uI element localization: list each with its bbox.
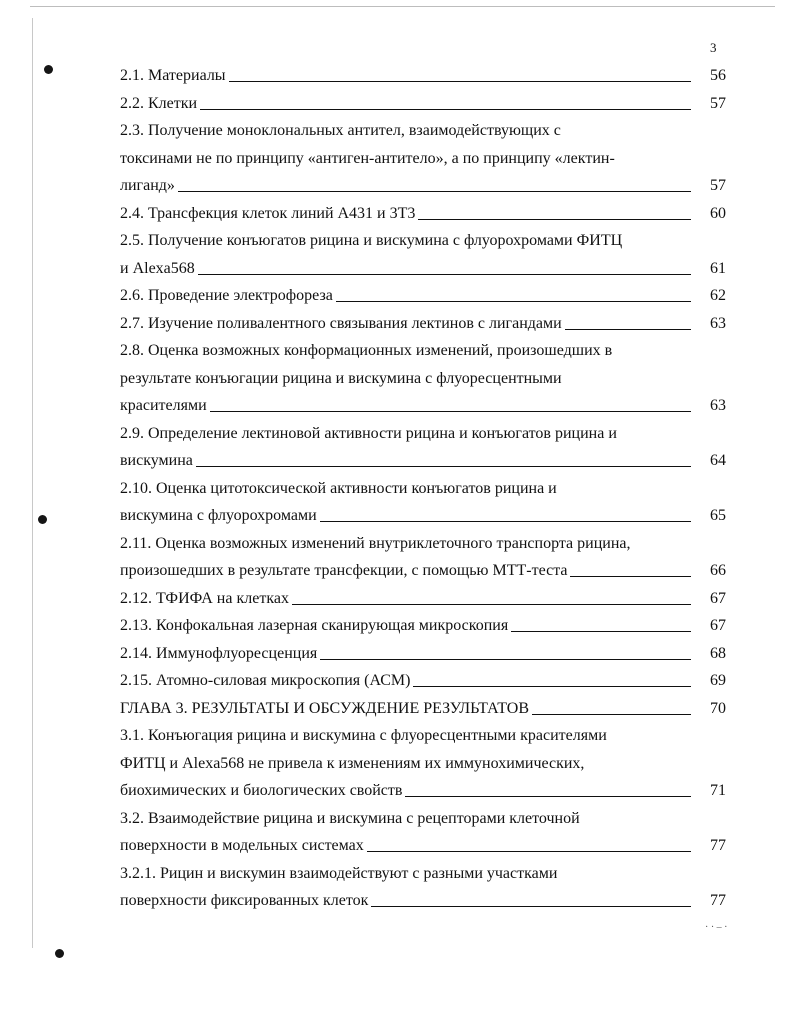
toc-entry-title-line: токсинами не по принципу «антиген-антитело», а по принципу «лектин- <box>120 149 615 167</box>
toc-entry-title-line: вискумина с флуорохромами <box>120 507 317 524</box>
page-number: 3 <box>710 40 717 55</box>
toc-entry-title-line: лиганд» <box>120 177 175 194</box>
toc-entry-last-line <box>120 887 726 915</box>
toc-entry-title-line: биохимических и биологических свойств <box>120 782 403 799</box>
dot-leader <box>229 81 691 82</box>
toc-entry-title-line: 2.11. Оценка возможных изменений внутриклеточного транспорта рицина, <box>120 534 631 552</box>
toc-page-number: 67 <box>710 617 726 634</box>
toc-entry <box>120 475 726 530</box>
toc-page-number: 71 <box>710 782 726 799</box>
toc-entry-title-line: 2.7. Изучение поливалентного связывания лектинов с лигандами <box>120 314 562 332</box>
scan-speck: · · ‒ · <box>705 922 728 933</box>
toc-entry-last-line <box>120 502 726 530</box>
toc-entry <box>120 667 726 695</box>
toc-entry-last-line <box>120 172 726 200</box>
toc-entry-last-line <box>120 255 726 283</box>
toc-entry-last-line <box>120 557 726 585</box>
toc-entry <box>120 640 726 668</box>
toc-entry <box>120 282 726 310</box>
dot-leader <box>320 659 691 660</box>
dot-leader <box>210 411 691 412</box>
toc-page-number: 61 <box>710 259 726 277</box>
toc-entry-last-line <box>120 777 726 805</box>
toc-page-number: 65 <box>710 507 726 524</box>
toc-entry-title-line: 2.10. Оценка цитотоксической активности конъюгатов рицина и <box>120 479 557 497</box>
toc-page-number: 57 <box>710 94 726 112</box>
toc-entry <box>120 420 726 475</box>
dot-leader <box>367 851 691 852</box>
toc-entry <box>120 695 726 723</box>
toc-entry <box>120 337 726 420</box>
toc-page-number: 63 <box>710 397 726 414</box>
toc-page-number: 68 <box>710 644 726 662</box>
toc-entry-title-line: 2.13. Конфокальная лазерная сканирующая микроскопия <box>120 617 509 634</box>
dot-leader <box>371 906 691 907</box>
toc-entry-title-line: произошедших в результате трансфекции, с помощью МТТ-теста <box>120 562 568 579</box>
toc-entry <box>120 200 726 228</box>
punch-hole-mark <box>44 65 53 74</box>
scan-border-top <box>30 6 775 7</box>
toc-entry-last-line <box>120 310 726 338</box>
toc-entry <box>120 805 726 860</box>
toc-page-number: 60 <box>710 204 726 222</box>
toc-page-number: 67 <box>710 589 726 607</box>
dot-leader <box>532 714 691 715</box>
dot-leader <box>418 219 691 220</box>
toc-page-number: 64 <box>710 452 726 469</box>
punch-hole-mark <box>55 949 64 958</box>
punch-hole-mark <box>38 515 47 524</box>
toc-entry-last-line <box>120 585 726 613</box>
dot-leader <box>178 191 691 192</box>
toc-entry-title-line: и Alexa568 <box>120 259 195 277</box>
toc-entry-title-line: 2.2. Клетки <box>120 94 198 112</box>
toc-entry-last-line <box>120 200 726 228</box>
dot-leader <box>196 466 691 467</box>
toc-entry-title-line: 2.6. Проведение электрофореза <box>120 287 333 304</box>
toc-entry-last-line <box>120 282 726 310</box>
toc-entry-title-line: ГЛАВА 3. РЕЗУЛЬТАТЫ И ОБСУЖДЕНИЕ РЕЗУЛЬТАТОВ <box>120 699 530 717</box>
dot-leader <box>570 576 691 577</box>
dot-leader <box>200 109 691 110</box>
toc-entry <box>120 310 726 338</box>
dot-leader <box>565 329 691 330</box>
toc-entry-title-line: 2.4. Трансфекция клеток линий А431 и 3Т3 <box>120 204 416 222</box>
toc-page-number: 66 <box>710 562 726 579</box>
toc-entry-title-line: вискумина <box>120 452 193 469</box>
toc-entry <box>120 227 726 282</box>
toc-entry-last-line <box>120 640 726 668</box>
dot-leader <box>320 521 691 522</box>
toc-entry <box>120 530 726 585</box>
toc-entry-title-line: 2.3. Получение моноклональных антител, взаимодействующих с <box>120 122 561 139</box>
toc-entry-title-line: 2.12. ТФИФА на клетках <box>120 589 289 607</box>
toc-entry-title-line: 2.1. Материалы <box>120 67 226 84</box>
toc-entry <box>120 90 726 118</box>
toc-entry-last-line <box>120 667 726 695</box>
toc-page-number: 63 <box>710 314 726 332</box>
toc-entry-last-line <box>120 90 726 118</box>
toc-entry-title-line: 3.1. Конъюгация рицина и вискумина с флуоресцентными красителями <box>120 727 607 744</box>
toc-entry-title-line: 2.9. Определение лектиновой активности рицина и конъюгатов рицина и <box>120 424 617 442</box>
dot-leader <box>405 796 691 797</box>
toc-entry-title-line: поверхности фиксированных клеток <box>120 892 369 909</box>
dot-leader <box>292 604 691 605</box>
dot-leader <box>511 631 691 632</box>
toc-entry-last-line <box>120 832 726 860</box>
toc-entry-last-line <box>120 695 726 723</box>
scan-border-left <box>32 18 33 948</box>
toc-entry-title-line: красителями <box>120 397 207 414</box>
toc-entry <box>120 722 726 805</box>
toc-entry <box>120 585 726 613</box>
table-of-contents <box>120 62 726 915</box>
toc-entry <box>120 860 726 915</box>
toc-entry-title-line: ФИТЦ и Alexa568 не привела к изменениям их иммунохимических, <box>120 754 585 772</box>
dot-leader <box>413 686 691 687</box>
toc-entry-last-line <box>120 62 726 90</box>
toc-entry-title-line: результате конъюгации рицина и вискумина с флуоресцентными <box>120 369 562 387</box>
toc-page-number: 77 <box>710 837 726 854</box>
toc-entry-title-line: 3.2.1. Рицин и вискумин взаимодействуют с разными участками <box>120 864 558 882</box>
toc-entry <box>120 117 726 200</box>
toc-page-number: 62 <box>710 287 726 304</box>
toc-entry-last-line <box>120 447 726 475</box>
toc-entry-last-line <box>120 392 726 420</box>
toc-entry-title-line: 2.14. Иммунофлуоресценция <box>120 644 318 662</box>
toc-entry-last-line <box>120 612 726 640</box>
dot-leader <box>336 301 691 302</box>
toc-page-number: 57 <box>710 177 726 194</box>
toc-page-number: 56 <box>710 67 726 84</box>
toc-entry-title-line: 3.2. Взаимодействие рицина и вискумина с рецепторами клеточной <box>120 809 580 827</box>
toc-page-number: 69 <box>710 672 726 689</box>
toc-entry-title-line: 2.5. Получение конъюгатов рицина и вискумина с флуорохромами ФИТЦ <box>120 232 623 249</box>
toc-entry <box>120 612 726 640</box>
toc-entry-title-line: поверхности в модельных системах <box>120 837 364 854</box>
toc-entry <box>120 62 726 90</box>
toc-entry-title-line: 2.8. Оценка возможных конформационных изменений, произошедших в <box>120 342 613 359</box>
toc-entry-title-line: 2.15. Атомно-силовая микроскопия (АСМ) <box>120 672 411 689</box>
toc-page-number: 77 <box>710 892 726 909</box>
toc-page-number: 70 <box>710 699 726 717</box>
dot-leader <box>198 274 691 275</box>
